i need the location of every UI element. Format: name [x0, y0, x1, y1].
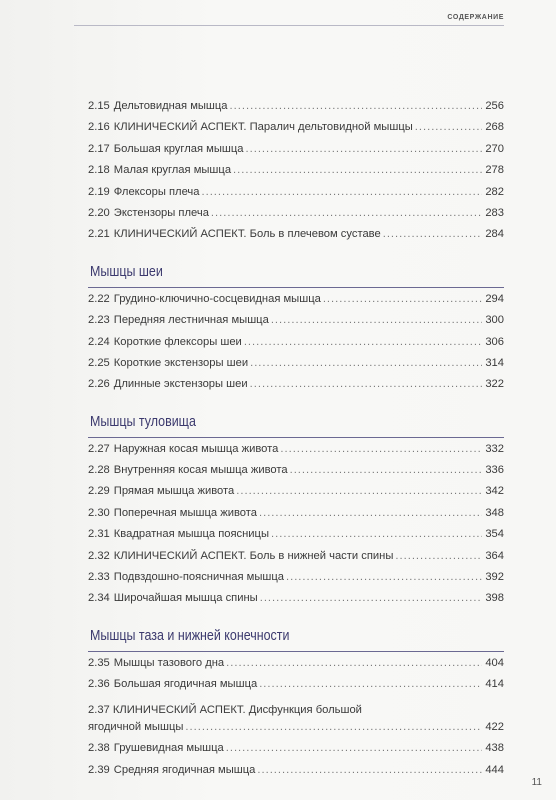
section-title[interactable]: Мышцы туловища: [90, 413, 196, 430]
entry-title: Мышцы тазового дна: [113, 656, 225, 669]
toc-entry[interactable]: [88, 100, 504, 121]
dot-leader: [226, 657, 482, 669]
entry-page: 364: [485, 549, 504, 562]
dot-leader: [257, 764, 482, 776]
entry-number: 2.27: [88, 442, 110, 455]
toc-entry[interactable]: [88, 550, 504, 571]
entry-title: Наружная косая мышца живота: [113, 442, 279, 455]
dot-leader: [185, 721, 482, 733]
toc-group-shoulder: [88, 100, 504, 250]
section-title[interactable]: Мышцы таза и нижней конечности: [90, 627, 290, 644]
dot-leader: [395, 550, 482, 562]
entry-title: КЛИНИЧЕСКИЙ АСПЕКТ. Боль в плечевом суставе: [113, 228, 381, 241]
entry-number: 2.26: [88, 378, 110, 391]
entry-title-continuation: ягодичной мышцы: [88, 720, 184, 733]
dot-leader: [290, 464, 482, 476]
entry-page: 332: [485, 442, 504, 455]
entry-page: 314: [485, 356, 504, 369]
entry-number: 2.25: [88, 356, 110, 369]
entry-page: 294: [485, 292, 504, 305]
entry-number: 2.16: [88, 121, 110, 134]
entry-number: 2.29: [88, 485, 110, 498]
entry-page: 342: [485, 485, 504, 498]
toc-entry[interactable]: [88, 207, 504, 228]
entry-page: 284: [485, 228, 504, 241]
entry-page: 268: [485, 121, 504, 134]
entry-page: 300: [485, 314, 504, 327]
dot-leader: [244, 336, 482, 348]
toc-entry[interactable]: [88, 121, 504, 142]
toc-section-pelvis-lower-limb: [88, 628, 504, 785]
entry-number: 2.30: [88, 506, 110, 519]
entry-page: 348: [485, 506, 504, 519]
entry-page: 444: [485, 763, 504, 776]
entry-title: Передняя лестничная мышца: [113, 314, 269, 327]
toc-entry[interactable]: [88, 357, 504, 378]
entry-title: Квадратная мышца поясницы: [113, 528, 270, 541]
dot-leader: [233, 164, 482, 176]
dot-leader: [323, 293, 482, 305]
header-rule: [74, 25, 504, 26]
toc-entry[interactable]: [88, 464, 504, 485]
entry-page: 392: [485, 571, 504, 584]
toc-entry[interactable]: [88, 186, 504, 207]
page-number: 11: [531, 777, 542, 788]
toc-entry[interactable]: [88, 742, 504, 763]
entry-title: Экстензоры плеча: [113, 206, 209, 219]
toc-entry[interactable]: [88, 443, 504, 464]
dot-leader: [260, 592, 482, 604]
toc-entry[interactable]: [88, 314, 504, 335]
entry-number: 2.15: [88, 100, 110, 112]
dot-leader: [246, 143, 483, 155]
entry-page: 306: [485, 335, 504, 348]
dot-leader: [271, 314, 482, 326]
entry-page: 270: [485, 142, 504, 155]
dot-leader: [259, 678, 482, 690]
entry-page: 322: [485, 378, 504, 391]
entry-title: Прямая мышца живота: [113, 485, 235, 498]
entry-number: 2.32: [88, 549, 110, 562]
toc-entry[interactable]: [88, 485, 504, 506]
entry-number: 2.19: [88, 185, 110, 198]
section-rule: [88, 287, 504, 288]
dot-leader: [211, 207, 482, 219]
dot-leader: [230, 100, 482, 112]
entry-number: 2.24: [88, 335, 110, 348]
entry-title: Длинные экстензоры шеи: [113, 378, 248, 391]
toc-entry[interactable]: [88, 293, 504, 314]
entry-page: 283: [485, 206, 504, 219]
dot-leader: [259, 507, 482, 519]
section-title[interactable]: Мышцы шеи: [90, 263, 163, 280]
entry-second-line: [88, 721, 504, 742]
dot-leader: [271, 528, 482, 540]
entry-title: Большая ягодичная мышца: [113, 678, 258, 691]
toc-entry[interactable]: [88, 336, 504, 357]
entry-page: 414: [485, 678, 504, 691]
entry-page: 422: [485, 720, 504, 733]
toc-section-neck: [88, 264, 504, 400]
entry-number: 2.28: [88, 464, 110, 477]
toc-section-trunk: [88, 414, 504, 614]
toc-entry[interactable]: [88, 164, 504, 185]
dot-leader: [236, 485, 482, 497]
dot-leader: [226, 742, 482, 754]
entry-number: 2.39: [88, 763, 110, 776]
toc-entry[interactable]: [88, 378, 504, 399]
dot-leader: [383, 228, 482, 240]
entry-number: 2.23: [88, 314, 110, 327]
section-rule: [88, 651, 504, 652]
dot-leader: [286, 571, 482, 583]
toc-entry[interactable]: [88, 528, 504, 549]
entry-title: Малая круглая мышца: [113, 164, 232, 177]
entry-number: 2.37: [88, 703, 110, 716]
toc-entry[interactable]: [88, 507, 504, 528]
entry-title: Дельтовидная мышца: [113, 100, 228, 112]
dot-leader: [250, 357, 482, 369]
dot-leader: [415, 121, 482, 133]
entry-number: 2.17: [88, 142, 110, 155]
entry-title: КЛИНИЧЕСКИЙ АСПЕКТ. Боль в нижней части спины: [113, 549, 394, 562]
toc-entry[interactable]: [88, 592, 504, 613]
entry-title: Поперечная мышца живота: [113, 506, 257, 519]
toc-entry[interactable]: [88, 764, 504, 785]
entry-title: Короткие флексоры шеи: [113, 335, 242, 348]
entry-number: 2.36: [88, 678, 110, 691]
entry-page: 256: [485, 100, 504, 112]
section-rule: [88, 437, 504, 438]
entry-title: Широчайшая мышца спины: [113, 592, 258, 605]
entry-title: КЛИНИЧЕСКИЙ АСПЕКТ. Дисфункция большой: [112, 703, 362, 716]
entry-title: Средняя ягодичная мышца: [113, 763, 256, 776]
dot-leader: [250, 378, 482, 390]
toc-entry[interactable]: [88, 228, 504, 249]
toc-entry[interactable]: [88, 678, 504, 699]
entry-title: Грушевидная мышца: [113, 742, 224, 755]
entry-page: 336: [485, 464, 504, 477]
entry-number: 2.35: [88, 656, 110, 669]
entry-number: 2.31: [88, 528, 110, 541]
entry-title: Грудино-ключично-сосцевидная мышца: [113, 292, 321, 305]
entry-number: 2.38: [88, 742, 110, 755]
table-of-contents: [88, 100, 504, 785]
toc-entry[interactable]: [88, 571, 504, 592]
entry-title: Большая круглая мышца: [113, 142, 244, 155]
entry-title: Подвздошно-поясничная мышца: [113, 571, 284, 584]
entry-page: 404: [485, 656, 504, 669]
entry-first-line: [88, 700, 504, 721]
entry-page: 398: [485, 592, 504, 605]
entry-number: 2.34: [88, 592, 110, 605]
entry-page: 278: [485, 164, 504, 177]
entry-number: 2.21: [88, 228, 110, 241]
entry-number: 2.18: [88, 164, 110, 177]
toc-entry[interactable]: [88, 143, 504, 164]
entry-number: 2.22: [88, 292, 110, 305]
dot-leader: [201, 186, 482, 198]
entry-page: 354: [485, 528, 504, 541]
entry-number: 2.33: [88, 571, 110, 584]
toc-entry[interactable]: [88, 657, 504, 678]
entry-page: 282: [485, 185, 504, 198]
entry-title: Внутренняя косая мышца живота: [113, 464, 288, 477]
dot-leader: [280, 443, 482, 455]
entry-number: 2.20: [88, 206, 110, 219]
entry-page: 438: [485, 742, 504, 755]
running-head: СОДЕРЖАНИЕ: [447, 14, 504, 21]
entry-title: КЛИНИЧЕСКИЙ АСПЕКТ. Паралич дельтовидной мышцы: [113, 121, 413, 134]
entry-title: Флексоры плеча: [113, 185, 200, 198]
toc-entry-multiline[interactable]: [88, 700, 504, 743]
entry-title: Короткие экстензоры шеи: [113, 356, 249, 369]
